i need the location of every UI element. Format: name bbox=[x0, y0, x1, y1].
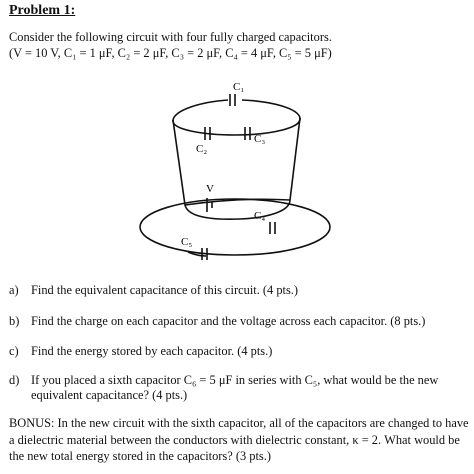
hat-right-side bbox=[290, 118, 300, 200]
label-c4: C₄ bbox=[254, 210, 266, 222]
question-c: c) Find the energy stored by each capacitor. (4 pts.) bbox=[9, 344, 273, 358]
label-c3: C₃ bbox=[254, 133, 266, 145]
question-a: a) Find the equivalent capacitance of this circuit. (4 pts.) bbox=[9, 283, 298, 297]
hat-left-side bbox=[173, 120, 185, 205]
hat-brim bbox=[140, 199, 330, 255]
label-v: V bbox=[206, 183, 214, 195]
given-values: (V = 10 V, C₁ = 1 μF, C₂ = 2 μF, C₃ = 2 μF, C₄ = 4 μF, C₅ = 5 μF) bbox=[9, 46, 332, 60]
problem-heading: Problem 1: bbox=[9, 3, 76, 18]
question-d: d) If you placed a sixth capacitor C₆ = 5 μF in series with C₅, what would be the new equivalent capacitance? (4 pts.) bbox=[9, 373, 439, 402]
label-c2: C₂ bbox=[196, 143, 208, 155]
bonus-question: BONUS: In the new circuit with the sixth capacitor, all of the capacitors are changed to have a dielectric material between the conductors with dielectric constant, κ = 2. What would be the new total energy stored in the capacitors? (3 pts.) bbox=[9, 416, 469, 463]
label-c5: C₅ bbox=[181, 236, 193, 248]
label-c1: C₁ bbox=[233, 81, 245, 93]
hat-top-wire bbox=[173, 100, 300, 135]
top-hat-circuit-diagram bbox=[138, 72, 338, 272]
problem-intro: Consider the following circuit with four fully charged capacitors. bbox=[9, 30, 332, 44]
question-b: b) Find the charge on each capacitor and the voltage across each capacitor. (8 pts.) bbox=[9, 314, 426, 328]
